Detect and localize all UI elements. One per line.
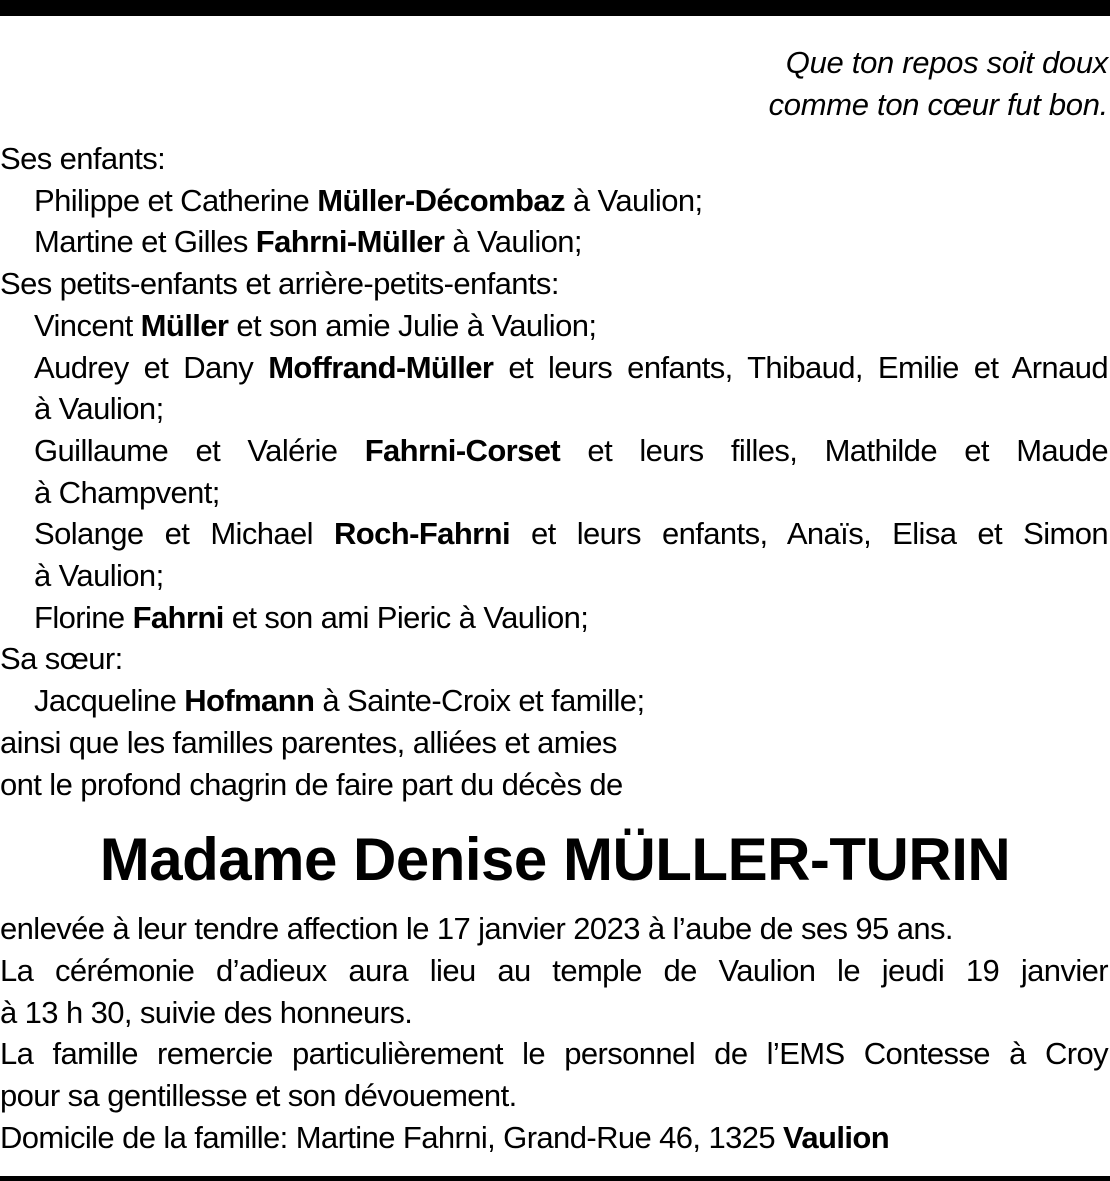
family-name: Moffrand-Müller <box>268 349 494 385</box>
domicile-line: Domicile de la famille: Martine Fahrni, Grand-Rue 46, 1325 Vaulion <box>0 1119 890 1155</box>
sister-entry: Jacqueline Hofmann à Sainte-Croix et famille; <box>34 683 645 719</box>
announcement-line: ont le profond chagrin de faire part du décès de <box>0 766 623 802</box>
family-name: Fahrni-Müller <box>255 224 445 260</box>
epigraph-line: comme ton cœur fut bon. <box>768 87 1108 122</box>
children-entry: Philippe et Catherine Müller-Décombaz à Vaulion; <box>34 182 703 218</box>
family-name: Müller <box>140 307 229 343</box>
epigraph-line: Que ton repos soit doux <box>785 45 1108 80</box>
domicile-place: Vaulion <box>783 1119 890 1155</box>
family-list <box>0 138 1108 805</box>
family-name: Müller-Décombaz <box>317 182 565 218</box>
grandchildren-heading: Ses petits-enfants et arrière-petits-enfants: <box>0 266 559 302</box>
closing-line: La famille remercie particulièrement le personnel de l’EMS Contesse à Croy <box>0 1036 1108 1072</box>
family-name: Fahrni <box>132 599 224 635</box>
closing-line: enlevée à leur tendre affection le 17 janvier 2023 à l’aube de ses 95 ans. <box>0 911 953 946</box>
sister-heading: Sa sœur: <box>0 641 123 677</box>
grandchildren-entry-continuation: à Vaulion; <box>34 391 164 427</box>
family-name: Roch-Fahrni <box>334 516 510 552</box>
announcement-line: ainsi que les familles parentes, alliées et amies <box>0 724 617 760</box>
grandchildren-entry: Audrey et Dany Moffrand-Müller et leurs enfants, Thibaud, Emilie et Arnaud <box>34 349 1108 385</box>
closing-line: à 13 h 30, suivie des honneurs. <box>0 994 413 1030</box>
closing-line: La cérémonie d’adieux aura lieu au temple de Vaulion le jeudi 19 janvier <box>0 952 1108 988</box>
grandchildren-entry: Florine Fahrni et son ami Pieric à Vaulion; <box>34 599 589 635</box>
closing-text <box>0 908 1108 1159</box>
epigraph <box>769 42 1108 126</box>
children-heading: Ses enfants: <box>0 141 166 176</box>
children-entry: Martine et Gilles Fahrni-Müller à Vaulion; <box>34 224 582 260</box>
bottom-rule <box>0 1176 1110 1181</box>
deceased-name: Madame Denise MÜLLER-TURIN <box>99 826 1011 893</box>
grandchildren-entry: Guillaume et Valérie Fahrni-Corset et leurs filles, Mathilde et Maude <box>34 432 1108 468</box>
family-name: Fahrni-Corset <box>364 432 561 468</box>
grandchildren-entry: Solange et Michael Roch-Fahrni et leurs enfants, Anaïs, Elisa et Simon <box>34 516 1108 552</box>
grandchildren-entry: Vincent Müller et son amie Julie à Vaulion; <box>34 307 597 343</box>
grandchildren-entry-continuation: à Vaulion; <box>34 558 164 594</box>
family-name: Hofmann <box>184 683 315 719</box>
closing-line: pour sa gentillesse et son dévouement. <box>0 1078 517 1114</box>
grandchildren-entry-continuation: à Champvent; <box>34 474 220 510</box>
top-rule <box>0 0 1110 16</box>
